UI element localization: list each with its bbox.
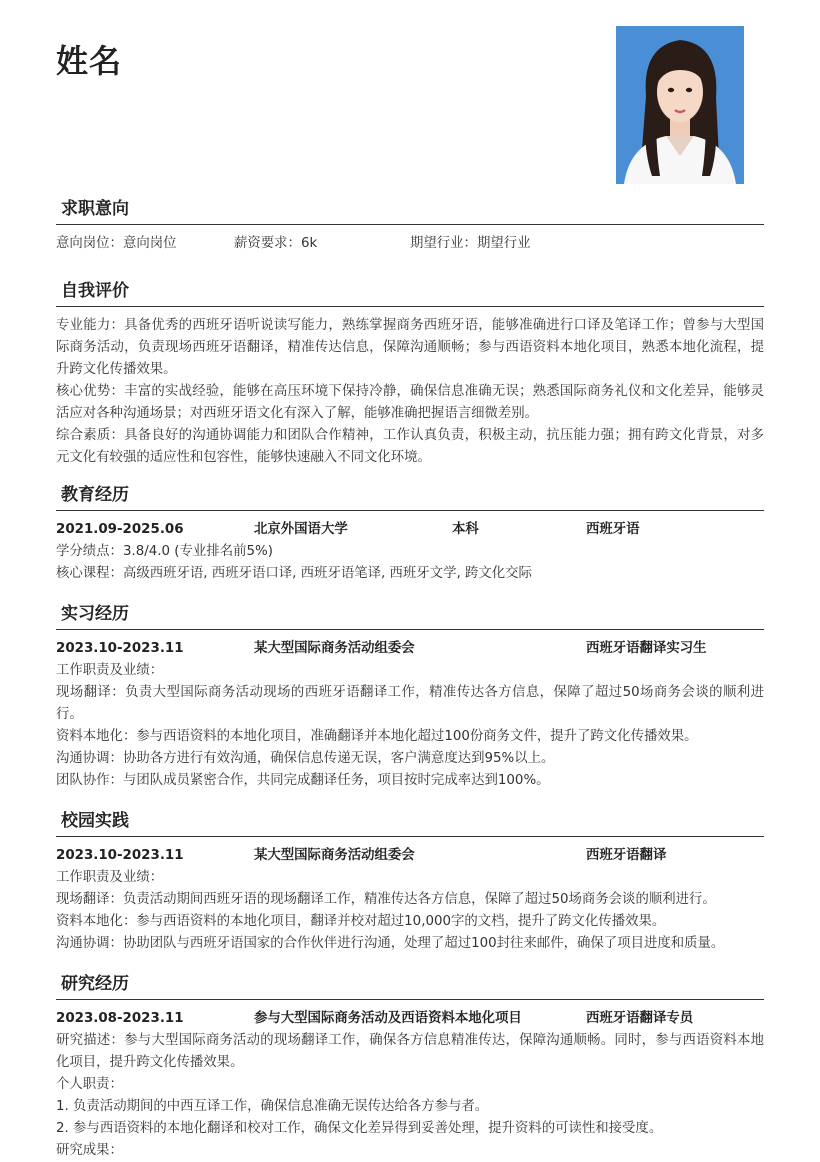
portrait-illustration — [616, 26, 744, 184]
section-internship — [56, 603, 764, 792]
section-title: 教育经历 — [56, 484, 764, 511]
internship-line: 团队协作：与团队成员紧密合作，共同完成翻译任务，项目按时完成率达到100%。 — [56, 773, 550, 788]
section-research — [56, 973, 764, 1162]
section-title: 研究经历 — [56, 973, 764, 1000]
research-line: 1. 负责活动期间的中西互译工作，确保信息准确无误传达给各方参与者。 — [56, 1099, 489, 1114]
campus-line: 现场翻译：负责活动期间西班牙语的现场翻译工作，精准传达各方信息，保障了超过50场商务会谈的顺利进行。 — [56, 892, 716, 907]
research-project: 参与大型国际商务活动及西语资料本地化项目 — [254, 1011, 522, 1026]
campus-org: 某大型国际商务活动组委会 — [254, 848, 415, 863]
education-date: 2021.09-2025.06 — [56, 522, 184, 537]
research-date: 2023.08-2023.11 — [56, 1011, 184, 1026]
section-campus-practice — [56, 810, 764, 955]
research-line: 研究描述：参与大型国际商务活动的现场翻译工作，确保各方信息精准传达，保障沟通顺畅。同时，参与西语资料本地化项目，提升跨文化传播效果。 — [56, 1033, 764, 1070]
intent-position: 意向岗位：意向岗位 — [56, 236, 177, 251]
campus-role: 西班牙语翻译 — [586, 848, 667, 863]
internship-line: 现场翻译：负责大型国际商务活动现场的西班牙语翻译工作，精准传达各方信息，保障了超过50场商务会谈的顺利进行。 — [56, 685, 764, 722]
candidate-name: 姓名 — [56, 42, 123, 80]
education-degree: 本科 — [452, 522, 479, 537]
section-title: 求职意向 — [56, 198, 764, 225]
section-job-intent — [56, 198, 764, 255]
internship-date: 2023.10-2023.11 — [56, 641, 184, 656]
section-title: 校园实践 — [56, 810, 764, 837]
section-title: 自我评价 — [56, 280, 764, 307]
research-line: 研究成果： — [56, 1143, 123, 1158]
campus-line: 工作职责及业绩： — [56, 870, 164, 885]
campus-line: 沟通协调：协助团队与西班牙语国家的合作伙伴进行沟通，处理了超过100封往来邮件，确保了项目进度和质量。 — [56, 936, 725, 951]
self-eval-paragraph: 综合素质：具备良好的沟通协调能力和团队合作精神，工作认真负责，积极主动，抗压能力强；拥有跨文化背景，对多元文化有较强的适应性和包容性，能够快速融入不同文化环境。 — [56, 428, 764, 465]
campus-date: 2023.10-2023.11 — [56, 848, 184, 863]
self-eval-paragraph: 核心优势：丰富的实战经验，能够在高压环境下保持冷静，确保信息准确无误；熟悉国际商务礼仪和文化差异，能够灵活应对各种沟通场景；对西班牙语文化有深入了解，能够准确把握语言细微差别。 — [56, 384, 764, 421]
education-gpa: 学分绩点：3.8/4.0 (专业排名前5%) — [56, 544, 273, 559]
section-self-evaluation — [56, 280, 764, 469]
campus-header-row — [56, 845, 764, 867]
intent-salary: 薪资要求：6k — [234, 236, 318, 251]
internship-header-row — [56, 638, 764, 660]
education-school: 北京外国语大学 — [254, 522, 348, 537]
research-line: 2. 参与西语资料的本地化翻译和校对工作，确保文化差异得到妥善处理，提升资料的可读性和接受度。 — [56, 1121, 663, 1136]
campus-line: 资料本地化：参与西语资料的本地化项目，翻译并校对超过10,000字的文档，提升了跨文化传播效果。 — [56, 914, 666, 929]
profile-photo — [616, 26, 744, 184]
research-header-row — [56, 1008, 764, 1030]
internship-role: 西班牙语翻译实习生 — [586, 641, 707, 656]
section-education — [56, 484, 764, 585]
research-role: 西班牙语翻译专员 — [586, 1011, 694, 1026]
intent-row — [56, 233, 764, 255]
education-major: 西班牙语 — [586, 522, 640, 537]
internship-org: 某大型国际商务活动组委会 — [254, 641, 415, 656]
self-eval-paragraph: 专业能力：具备优秀的西班牙语听说读写能力，熟练掌握商务西班牙语，能够准确进行口译及笔译工作；曾参与大型国际商务活动，负责现场西班牙语翻译，精准传达信息，保障沟通顺畅；参与西语资料本地化项目，熟悉本地化流程，提升跨文化传播效果。 — [56, 318, 764, 377]
internship-line: 工作职责及业绩： — [56, 663, 164, 678]
education-header-row — [56, 519, 764, 541]
education-courses: 核心课程：高级西班牙语, 西班牙语口译, 西班牙语笔译, 西班牙文学, 跨文化交际 — [56, 566, 532, 581]
research-line: 个人职责： — [56, 1077, 123, 1092]
internship-line: 沟通协调：协助各方进行有效沟通，确保信息传递无误，客户满意度达到95%以上。 — [56, 751, 555, 766]
section-title: 实习经历 — [56, 603, 764, 630]
intent-industry: 期望行业：期望行业 — [410, 236, 531, 251]
internship-line: 资料本地化：参与西语资料的本地化项目，准确翻译并本地化超过100份商务文件，提升了跨文化传播效果。 — [56, 729, 698, 744]
